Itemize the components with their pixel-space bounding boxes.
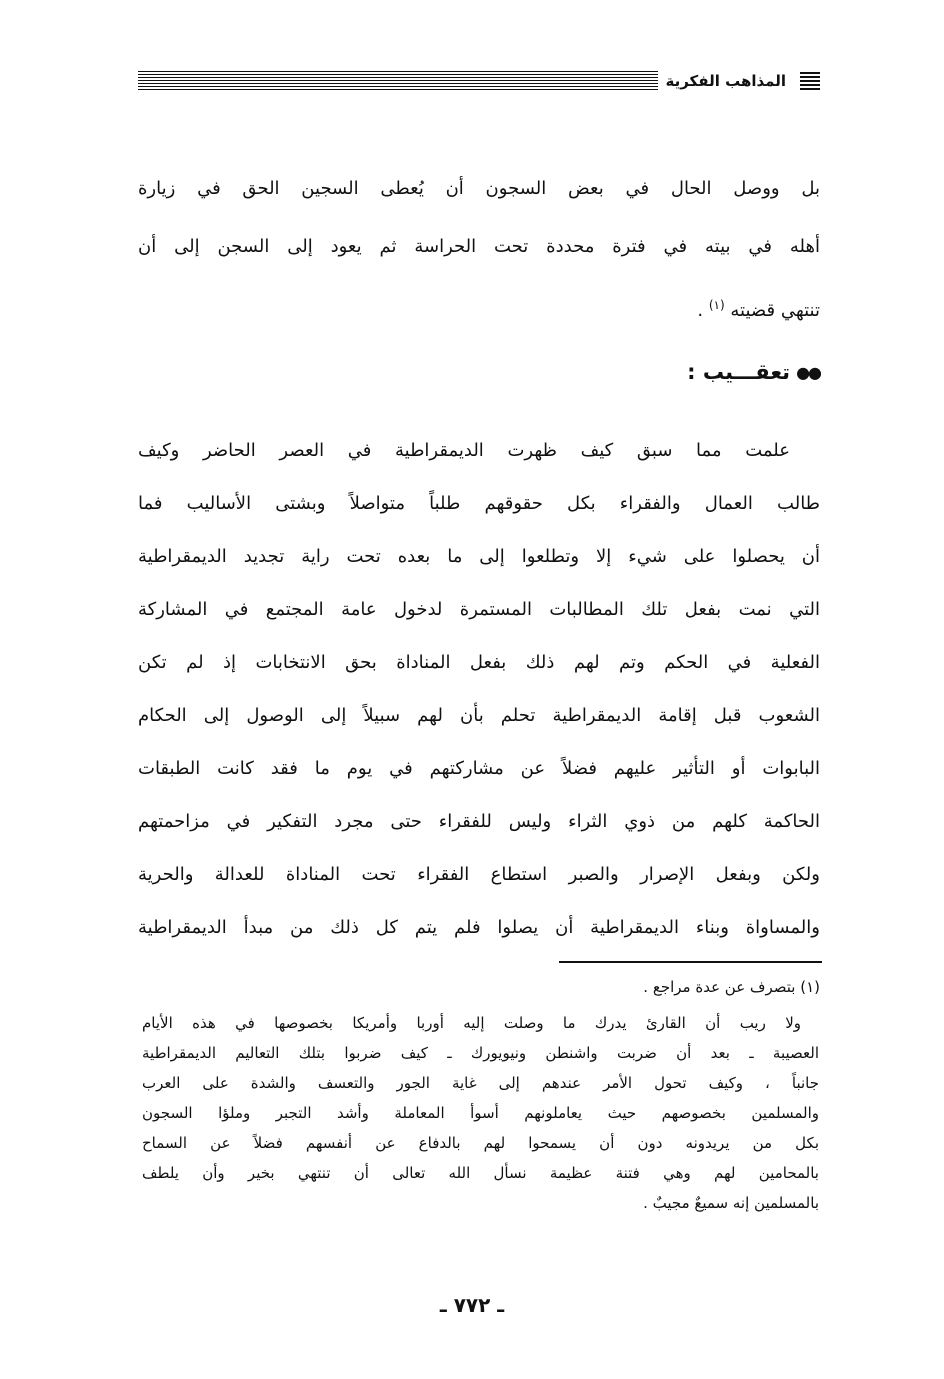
footnote-line: بالمحامين لهم وهي فتنة عظيمة نسأل الله تعالى أن تنتهي بخير وأن يلطف: [142, 1164, 819, 1182]
footnote-reference: (١) بتصرف عن عدة مراجع .: [643, 978, 820, 996]
footnote-line: بالمسلمين إنه سميعٌ مجيبٌ .: [643, 1194, 819, 1212]
header-title: المذاهب الفكرية: [665, 72, 786, 90]
bullet-icon: ●●: [796, 362, 820, 382]
intro-line-last: [138, 276, 820, 334]
body-line: علمت مما سبق كيف ظهرت الديمقراطية في العصر الحاضر وكيف: [138, 440, 790, 461]
footnote-line: والمسلمين بخصوصهم حيث يعاملونهم أسوأ المعاملة وأشد التجبر وملؤا السجون: [142, 1104, 819, 1122]
footnote-line: جانباً ، وكيف تحول الأمر عندهم إلى غاية الجور والتعسف والشدة على العرب: [142, 1074, 819, 1092]
intro-line: بل ووصل الحال في بعض السجون أن يُعطى السجين الحق في زيارة: [138, 178, 820, 199]
intro-paragraph: [138, 160, 820, 334]
body-paragraph: [138, 424, 820, 954]
body-line: البابوات أو التأثير عليهم فضلاً عن مشاركتهم في يوم ما فقد كانت الطبقات: [138, 758, 820, 779]
body-line: التي نمت بفعل تلك المطالبات المستمرة لدخول عامة المجتمع في المشاركة: [138, 599, 820, 620]
section-heading-text: تعقـــيب :: [687, 360, 791, 384]
body-line: ولكن وبفعل الإصرار والصبر استطاع الفقراء تحت المناداة للعدالة والحرية: [138, 864, 820, 885]
running-header: [138, 66, 820, 96]
body-line: الفعلية في الحكم وتم لهم ذلك بفعل المناداة بحق الانتخابات إذ لم تكن: [138, 652, 820, 673]
end-mark: .: [697, 300, 704, 321]
footnote-divider: [559, 961, 822, 963]
footnote-marker: (١): [708, 298, 725, 312]
intro-line-text: تنتهي قضيته: [730, 300, 820, 321]
body-line: الحاكمة كلهم من ذوي الثراء وليس للفقراء حتى مجرد التفكير في مزاحمتهم: [138, 811, 820, 832]
header-lines-icon: [800, 72, 820, 90]
footnote-line: ولا ريب أن القارئ يدرك ما وصلت إليه أوربا وأمريكا بخصوصها في هذه الأيام: [142, 1014, 801, 1032]
body-line: الشعوب قبل إقامة الديمقراطية تحلم بأن لهم سبيلاً إلى الوصول إلى الحكام: [138, 705, 820, 726]
body-line: أن يحصلوا على شيء إلا وتطلعوا إلى ما بعده تحت راية تجديد الديمقراطية: [138, 546, 820, 567]
footnote-line: العصيبة ـ بعد أن ضربت واشنطن ونيويورك ـ كيف ضربوا بتلك التعاليم الديمقراطية: [142, 1044, 819, 1062]
body-line: والمساواة وبناء الديمقراطية أن يصلوا فلم يتم كل ذلك من مبدأ الديمقراطية: [138, 917, 820, 938]
page-number: ـ ٧٧٢ ـ: [439, 1293, 505, 1317]
footnote-line: بكل من يريدونه دون أن يسمحوا لهم بالدفاع عن أنفسهم فضلاً عن السماح: [142, 1134, 819, 1152]
footnotes: [142, 1008, 819, 1218]
header-rule: [138, 71, 658, 91]
section-heading: [687, 360, 820, 384]
body-line: طالب العمال والفقراء بكل حقوقهم طلباً متواصلاً وبشتى الأساليب فما: [138, 493, 820, 514]
intro-line: أهله في بيته في فترة محددة تحت الحراسة ثم يعود إلى السجن إلى أن: [138, 236, 820, 257]
